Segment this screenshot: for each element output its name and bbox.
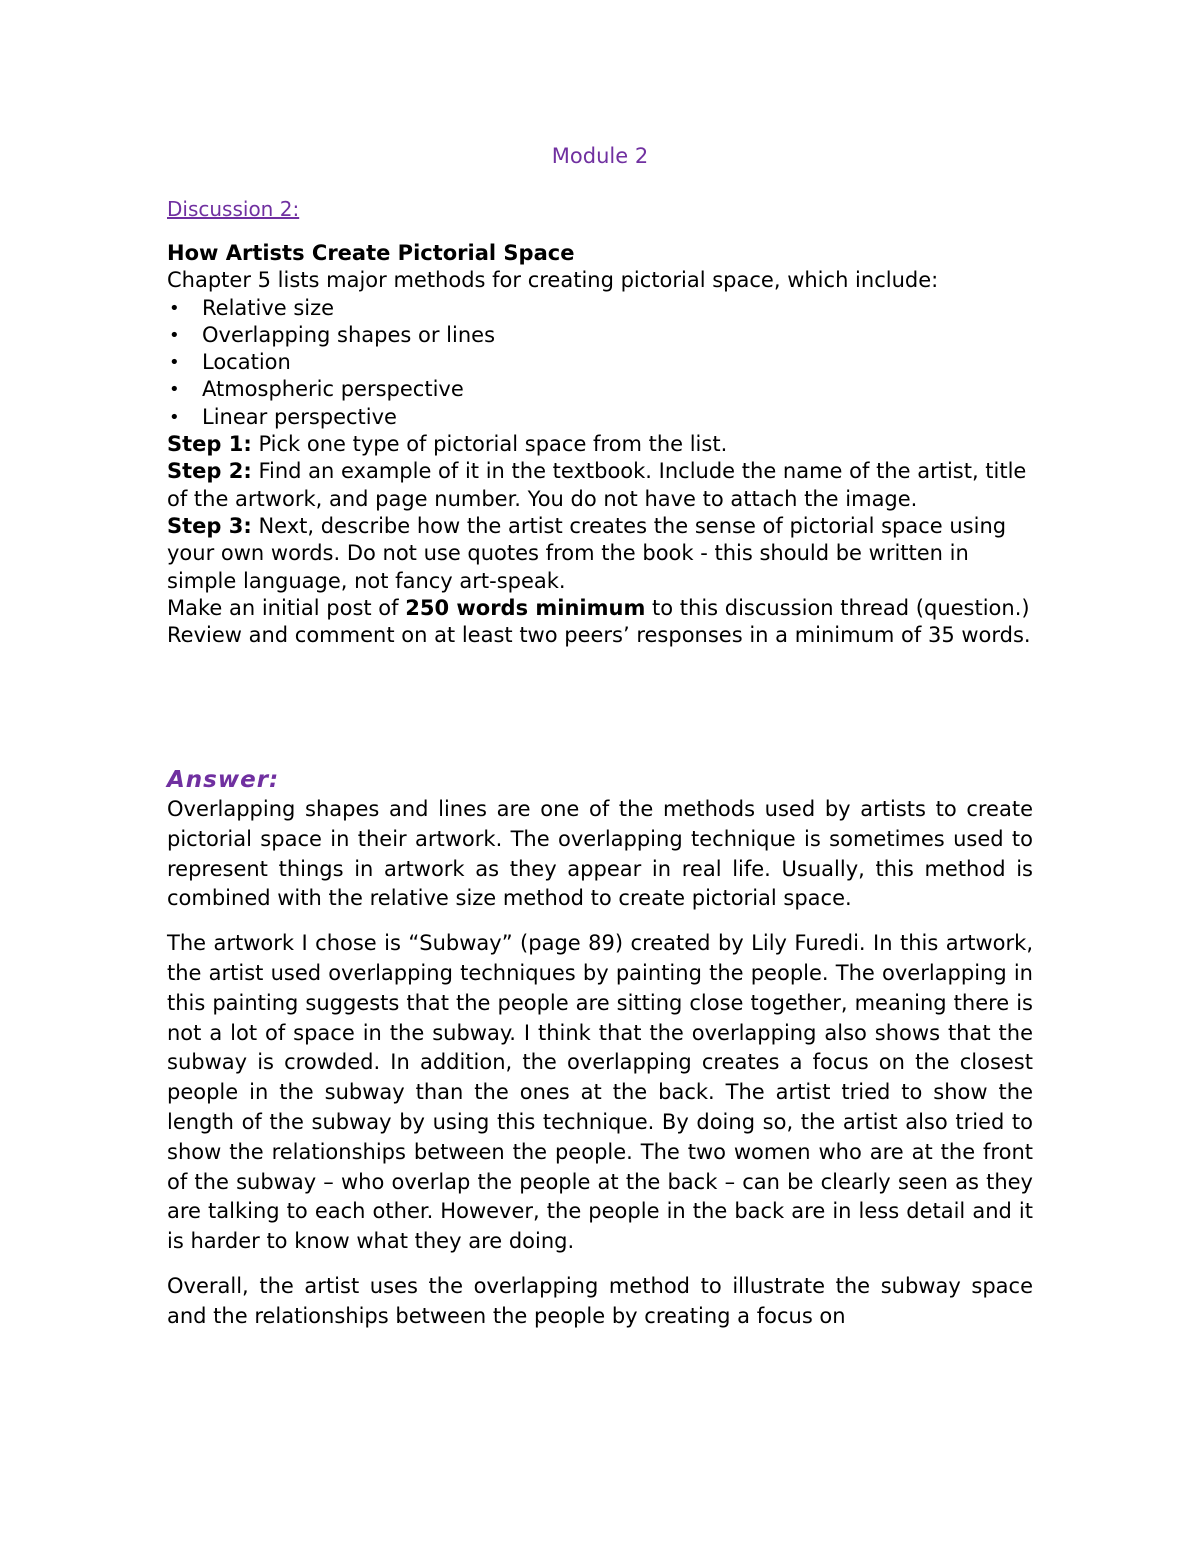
answer-paragraph: The artwork I chose is “Subway” (page 89) created by Lily Furedi. In this artwork, the artist used overlapping techniques by painting the people. The overlapping in this painting suggests that the people are sitting close together, meaning there is not a lot of space in the subway. I think that the overlapping also shows that the subway is crowded. In addition, the overlapping creates a focus on the closest people in the subway than the ones at the back. The artist tried to show the length of the subway by using this technique. By doing so, the artist also tried to show the relationships between the people. The two women who are at the front of the subway – who overlap the people at the back – can be clearly seen as they are talking to each other. However, the people in the back are in less detail and it is harder to know what they are doing. xyxy=(167,931,1033,1254)
bullet-icon: • xyxy=(169,406,180,428)
method-item-overlapping xyxy=(167,322,1033,349)
discussion-label: Discussion 2: xyxy=(167,197,300,221)
method-label: Overlapping shapes or lines xyxy=(202,322,496,347)
bullet-icon: • xyxy=(169,379,180,401)
step-2 xyxy=(167,458,1033,513)
method-item-atmospheric xyxy=(167,376,1033,403)
bullet-icon: • xyxy=(169,324,180,346)
method-item-relative-size xyxy=(167,295,1033,322)
method-label: Atmospheric perspective xyxy=(202,377,464,402)
step-label: Step 3: xyxy=(167,513,252,538)
post-instructions xyxy=(167,595,1033,650)
step-text: Pick one type of pictorial space from the list. xyxy=(251,432,728,457)
answer-body xyxy=(167,795,1033,1347)
prompt-heading: How Artists Create Pictorial Space xyxy=(167,241,575,265)
step-3 xyxy=(167,513,1033,595)
method-label: Location xyxy=(202,350,291,375)
post-text: Make an initial post of xyxy=(167,595,406,620)
answer-paragraph: Overall, the artist uses the overlapping method to illustrate the subway space and the relationships between the people by creating a focus on xyxy=(167,1273,1033,1328)
method-label: Relative size xyxy=(202,295,335,320)
method-item-location xyxy=(167,349,1033,376)
discussion-prompt xyxy=(167,240,1033,649)
step-label: Step 2: xyxy=(167,459,252,484)
method-label: Linear perspective xyxy=(202,404,397,429)
methods-list xyxy=(167,295,1033,431)
module-title: Module 2 xyxy=(551,144,649,168)
step-text: Next, describe how the artist creates the sense of pictorial space using your own words. Do not use quotes from the book - this should be written in simple language, not fancy art-speak. xyxy=(167,513,1007,593)
word-minimum: 250 words minimum xyxy=(405,595,646,620)
method-item-linear xyxy=(167,404,1033,431)
bullet-icon: • xyxy=(169,297,180,319)
step-text: Find an example of it in the textbook. Include the name of the artist, title of the artwork, and page number. You do not have to attach the image. xyxy=(167,459,1027,511)
prompt-intro: Chapter 5 lists major methods for creating pictorial space, which include: xyxy=(167,268,939,293)
answer-paragraph: Overlapping shapes and lines are one of the methods used by artists to create pictorial space in their artwork. The overlapping technique is sometimes used to represent things in artwork as they appear in real life. Usually, this method is combined with the relative size method to create pictorial space. xyxy=(167,797,1033,911)
post-text: to this discussion thread (question.) Review and comment on at least two peers’ responses in a minimum of 35 words. xyxy=(167,595,1031,648)
step-1 xyxy=(167,431,1033,458)
bullet-icon: • xyxy=(169,352,180,374)
answer-heading: Answer: xyxy=(167,767,280,793)
step-label: Step 1: xyxy=(167,432,252,457)
